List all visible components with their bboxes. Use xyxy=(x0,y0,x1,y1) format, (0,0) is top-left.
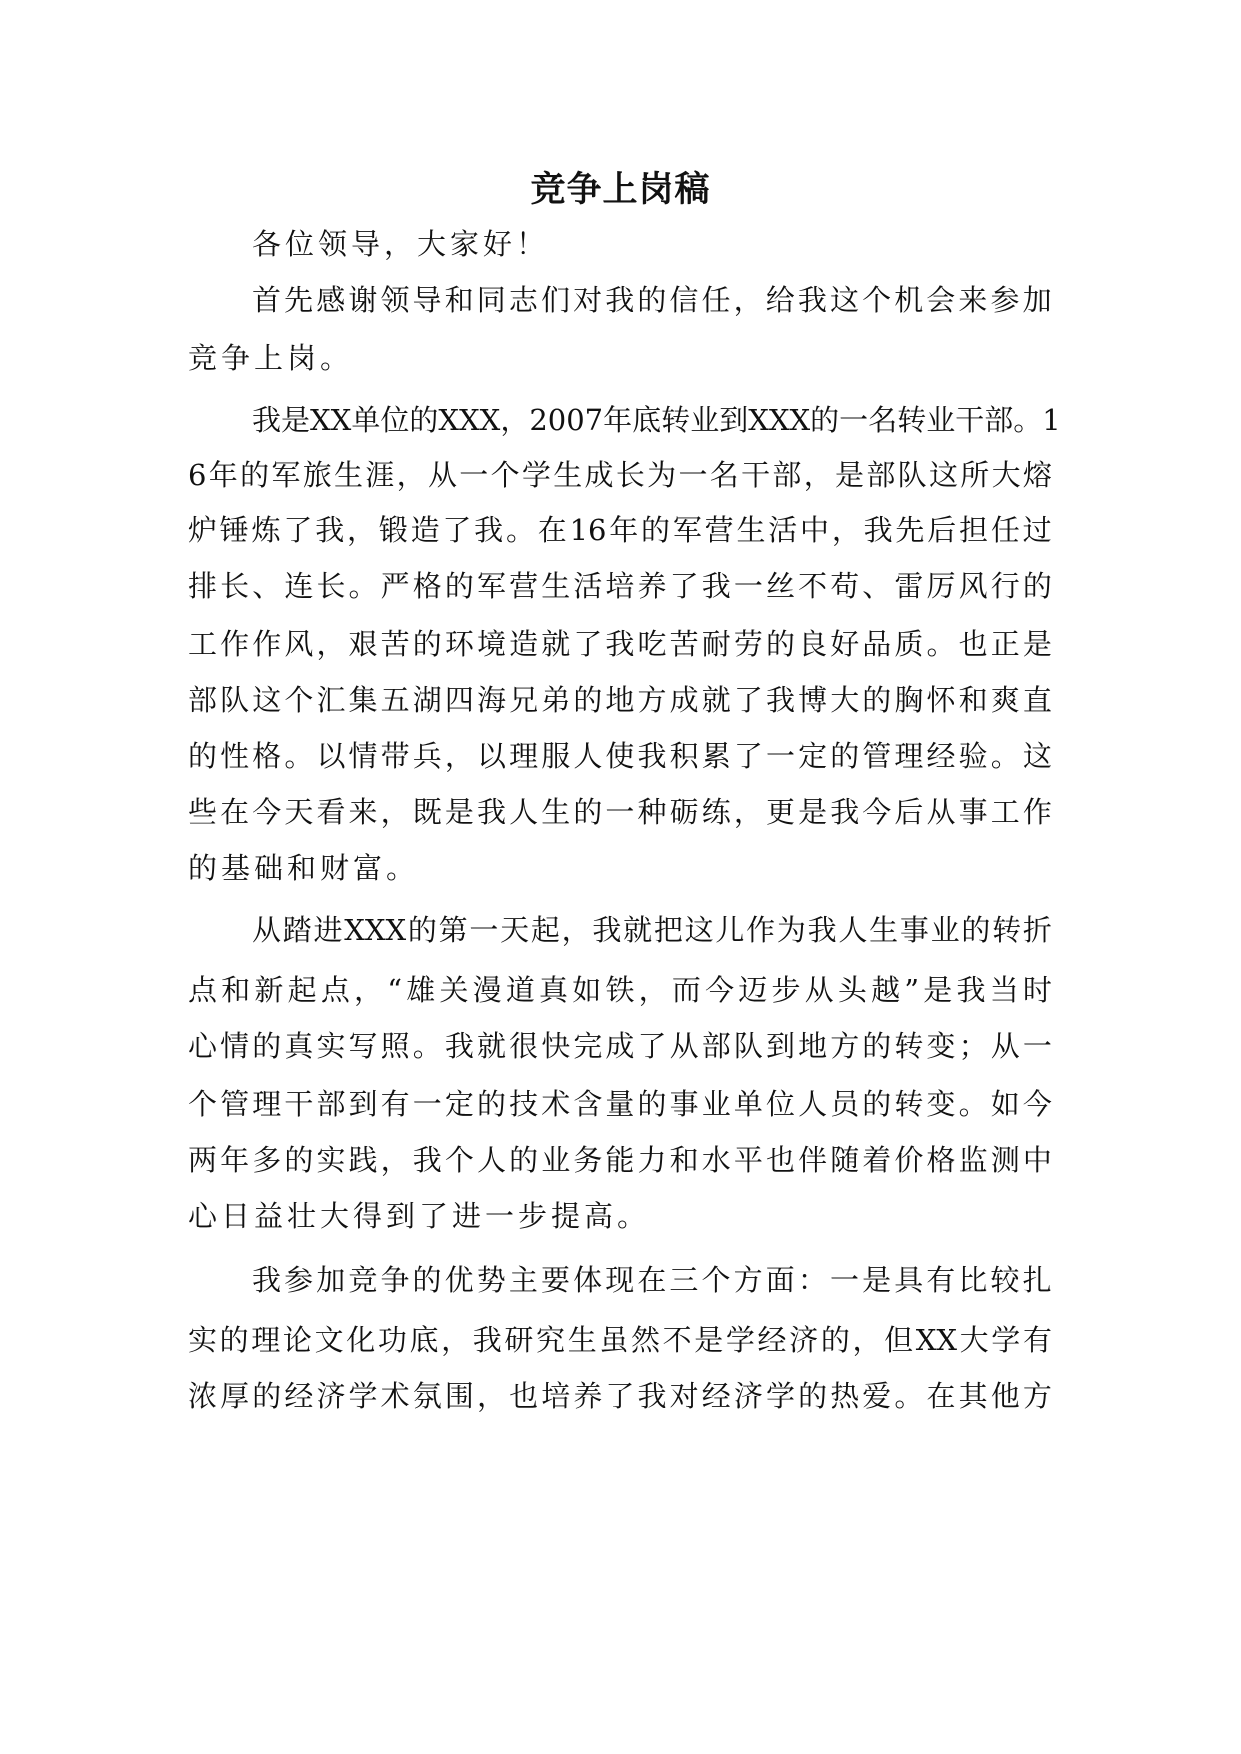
text-line: 竞争上岗。 xyxy=(188,341,354,375)
text-line: 点 和 新 起 点 ， “ 雄 关 漫 道 真 如 铁 ， 而 今 迈 步 从 头 越 ” 是 我 当 时 xyxy=(188,973,1052,1007)
text-line: 两 年 多 的 实 践 ， 我 个 人 的 业 务 能 力 和 水 平 也 伴 随 着 价 格 监 测 中 xyxy=(188,1143,1052,1177)
text-line: 我 是 XX 单 位 的 XXX ， 2007 年 底 转 业 到 XXX 的 一 名 转 业 干 部 。 1 xyxy=(252,403,1061,437)
text-line: 我 参 加 竞 争 的 优 势 主 要 体 现 在 三 个 方 面 ： 一 是 具 有 比 较 扎 xyxy=(252,1263,1052,1297)
text-line: 心 情 的 真 实 写 照 。 我 就 很 快 完 成 了 从 部 队 到 地 方 的 转 变 ； 从 一 xyxy=(188,1029,1052,1063)
text-line: 心日益壮大得到了进一步提高。 xyxy=(188,1199,651,1233)
text-line: 个 管 理 干 部 到 有 一 定 的 技 术 含 量 的 事 业 单 位 人 员 的 转 变 。 如 今 xyxy=(188,1087,1052,1121)
text-line: 排 长 、 连 长 。 严 格 的 军 营 生 活 培 养 了 我 一 丝 不 苟 、 雷 厉 风 行 的 xyxy=(188,569,1052,603)
text-line: 各位领导，大家好！ xyxy=(252,227,550,261)
text-line: 炉 锤 炼 了 我 ， 锻 造 了 我 。 在 16 年 的 军 营 生 活 中 ， 我 先 后 担 任 过 xyxy=(188,513,1052,547)
text-line: 浓 厚 的 经 济 学 术 氛 围 ， 也 培 养 了 我 对 经 济 学 的 热 爱 。 在 其 他 方 xyxy=(188,1379,1052,1413)
text-line: 工 作 作 风 ， 艰 苦 的 环 境 造 就 了 我 吃 苦 耐 劳 的 良 好 品 质 。 也 正 是 xyxy=(188,627,1052,661)
text-line: 部 队 这 个 汇 集 五 湖 四 海 兄 弟 的 地 方 成 就 了 我 博 大 的 胸 怀 和 爽 直 xyxy=(188,683,1052,717)
text-line: 从 踏 进 XXX 的 第 一 天 起 ， 我 就 把 这 儿 作 为 我 人 生 事 业 的 转 折 xyxy=(252,913,1052,947)
text-line: 6 年 的 军 旅 生 涯 ， 从 一 个 学 生 成 长 为 一 名 干 部 ， 是 部 队 这 所 大 熔 xyxy=(188,458,1052,492)
text-line: 实 的 理 论 文 化 功 底 ， 我 研 究 生 虽 然 不 是 学 经 济 的 ， 但 XX 大 学 有 xyxy=(188,1323,1052,1357)
text-line: 首 先 感 谢 领 导 和 同 志 们 对 我 的 信 任 ， 给 我 这 个 机 会 来 参 加 xyxy=(252,283,1052,317)
document-title: 竞争上岗稿 xyxy=(530,169,711,210)
text-line: 的基础和财富。 xyxy=(188,851,420,885)
text-line: 些 在 今 天 看 来 ， 既 是 我 人 生 的 一 种 砺 练 ， 更 是 我 今 后 从 事 工 作 xyxy=(188,795,1052,829)
text-line: 的 性 格 。 以 情 带 兵 ， 以 理 服 人 使 我 积 累 了 一 定 的 管 理 经 验 。 这 xyxy=(188,739,1052,773)
